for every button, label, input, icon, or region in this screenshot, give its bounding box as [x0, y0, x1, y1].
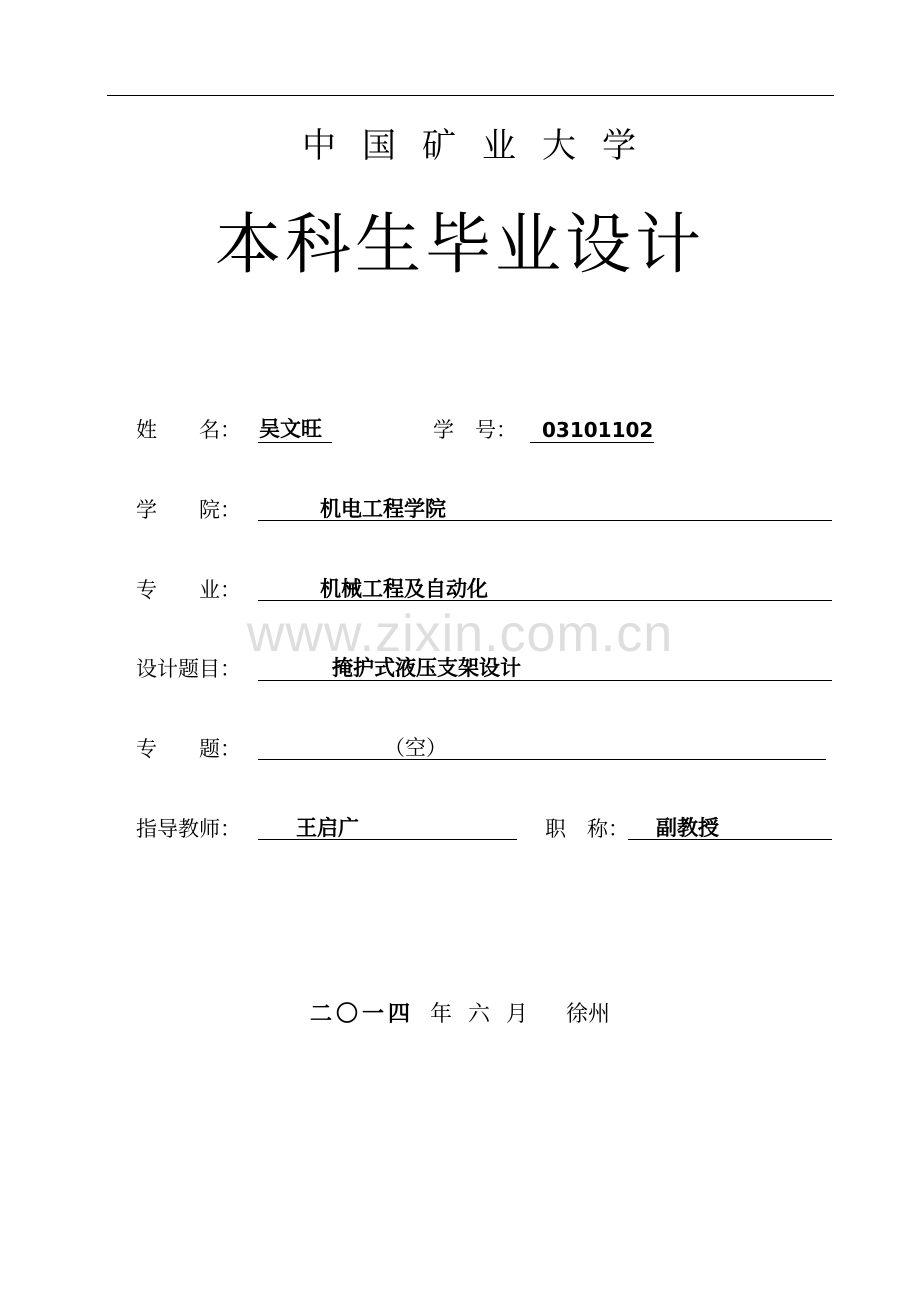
name-underline	[258, 442, 332, 443]
job-title-value: 副教授	[656, 816, 719, 840]
top-rule	[107, 95, 834, 96]
advisor-label: 指导教师：	[136, 817, 241, 841]
student-id-value: 03101102	[542, 418, 654, 442]
advisor-underline	[258, 839, 517, 840]
topic-label: 专 题：	[136, 737, 241, 761]
month: 六	[467, 1002, 490, 1027]
name-label: 姓 名：	[136, 418, 241, 442]
design-title-label: 设计题目：	[136, 657, 241, 681]
major-underline	[258, 600, 832, 601]
student-id-label: 学 号：	[433, 418, 517, 442]
design-title-underline	[258, 680, 832, 681]
document-title: 本科生毕业设计	[215, 206, 705, 283]
topic-value: （空）	[384, 736, 447, 760]
year: 二〇一四	[309, 1002, 414, 1027]
job-title-label: 职 称：	[545, 817, 629, 841]
name-value: 吴文旺	[259, 417, 322, 441]
major-label: 专 业：	[136, 578, 241, 602]
month-unit: 月	[506, 1002, 529, 1027]
advisor-value: 王启广	[296, 816, 359, 840]
date-place	[0, 1000, 920, 1030]
topic-underline	[258, 759, 826, 760]
student-id-underline	[530, 442, 654, 443]
college-underline	[258, 520, 832, 521]
college-label: 学 院：	[136, 498, 241, 522]
university-name: 中国矿业大学	[302, 126, 662, 166]
job-title-underline	[628, 839, 832, 840]
design-title-value: 掩护式液压支架设计	[332, 656, 521, 680]
major-value: 机械工程及自动化	[320, 577, 488, 601]
college-value: 机电工程学院	[320, 497, 446, 521]
city: 徐州	[566, 1002, 611, 1027]
year-unit: 年	[429, 1002, 452, 1027]
watermark: www.zixin.com.cn	[246, 605, 674, 663]
